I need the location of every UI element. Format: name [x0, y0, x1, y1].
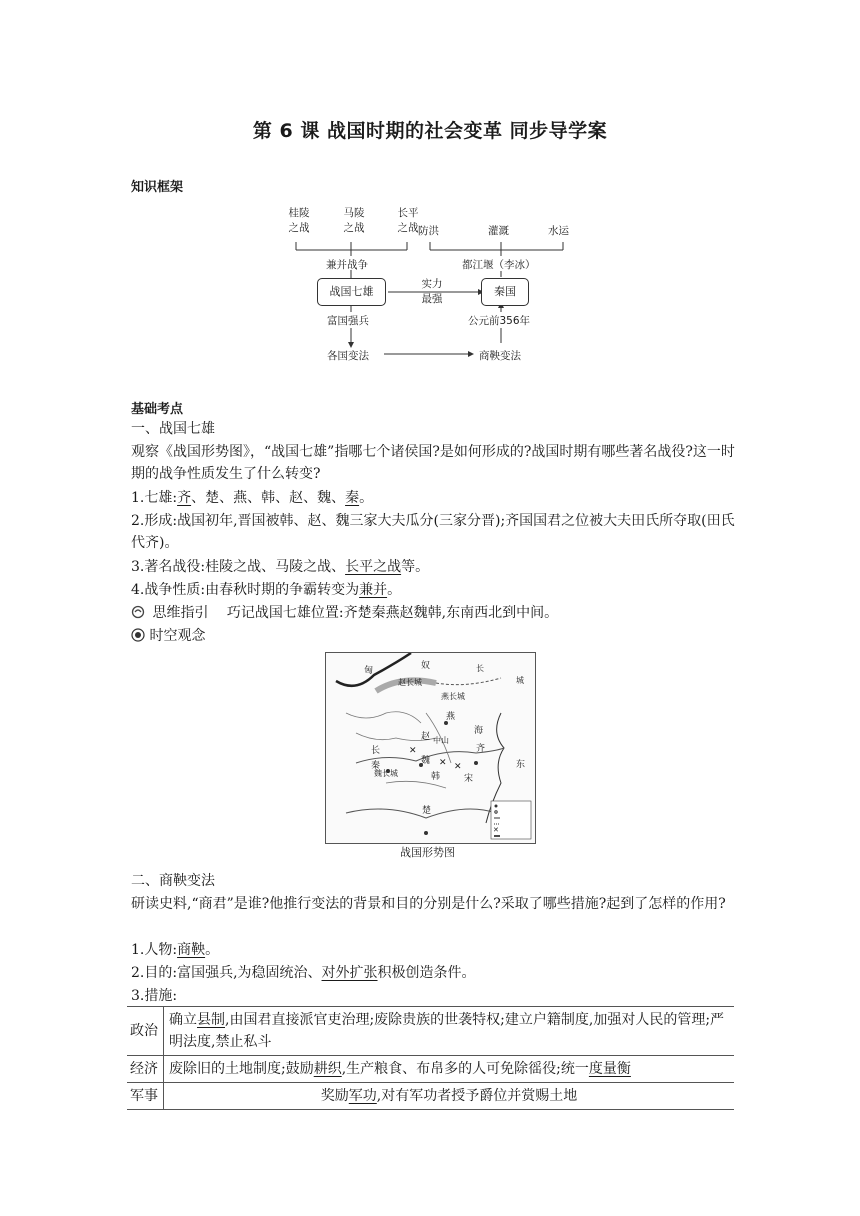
map-label-zhao: 赵 — [421, 732, 431, 742]
year-356: 公元前356年 — [468, 315, 531, 327]
benefit-transport: 水运 — [548, 225, 569, 237]
blank-merit: 军功 — [348, 1088, 377, 1104]
s2-heading: 二、商鞅变法 — [131, 873, 215, 889]
basic-heading: 基础考点 — [131, 402, 184, 417]
map-label-wei: 魏 — [421, 756, 431, 766]
row-value-military: 奖励军功,对有军功者授予爵位并赏赐土地 — [164, 1083, 735, 1110]
blank-qi: 齐 — [177, 490, 192, 506]
battle-changping: 长平 之战 — [397, 207, 419, 234]
map-label-yan-wall: 燕长城 — [441, 692, 465, 701]
svg-text:✕: ✕ — [409, 746, 417, 756]
svg-text:✕: ✕ — [439, 758, 447, 768]
svg-text:✕: ✕ — [493, 826, 499, 834]
annex-war: 兼并战争 — [326, 259, 368, 271]
benefit-irrigation: 灌溉 — [488, 225, 509, 237]
map-label-chu: 楚 — [422, 806, 432, 816]
row-value-politics: 确立县制,由国君直接派官吏治理;废除贵族的世袭特权;建立户籍制度,加强对人民的管理;严明法度,禁止私斗 — [164, 1007, 735, 1056]
map-label-chang: 长 — [476, 664, 484, 673]
seven-states-box: 战国七雄 — [317, 278, 386, 306]
s1-answer-4: 4.战争性质:由春秋时期的争霸转变为兼并。 — [131, 582, 402, 598]
battle-guiling: 桂陵 之战 — [288, 207, 310, 234]
s1-heading: 一、战国七雄 — [131, 421, 215, 437]
thinking-tip: 思维指引 巧记战国七雄位置:齐楚秦燕赵魏韩,东南西北到中间。 — [131, 602, 741, 624]
blank-qin: 秦 — [345, 490, 360, 506]
map-label-zhongshan: 中山 — [433, 736, 449, 745]
map-label-qi: 齐 — [476, 744, 486, 754]
map-label-nu: 奴 — [421, 661, 431, 671]
s2-answer-3: 3.措施: — [131, 988, 178, 1004]
page-title: 第 6 课 战国时期的社会变革 同步导学案 — [252, 120, 608, 142]
blank-changping: 长平之战 — [345, 559, 402, 575]
s1-answer-1: 1.七雄:齐、楚、燕、韩、赵、魏、秦。 — [131, 490, 374, 506]
table-row — [127, 1007, 734, 1056]
blank-expansion: 对外扩张 — [321, 965, 378, 981]
s2-answer-1: 1.人物:商鞅。 — [131, 942, 220, 958]
map-label-dong: 东 — [516, 760, 526, 770]
row-value-economy: 废除旧的土地制度;鼓励耕织,生产粮食、布帛多的人可免除徭役;统一度量衡 — [164, 1056, 735, 1083]
dujiangyan: 都江堰（李冰） — [462, 259, 536, 271]
s1-question: 观察《战国形势图》，“战国七雄”指哪七个诸侯国?是如何形成的?战国时期有哪些著名战役?这一时期的战争性质发生了什么转变? — [131, 444, 735, 482]
row-key-military: 军事 — [127, 1083, 164, 1110]
concept-line: 时空观念 — [131, 625, 741, 647]
qin-box: 秦国 — [481, 278, 529, 306]
map-label-han: 韩 — [431, 772, 441, 782]
shang-reform: 商鞅变法 — [479, 350, 521, 362]
strongest-label: 实力 最强 — [421, 278, 443, 305]
states-reform: 各国变法 — [327, 350, 369, 362]
map-label-xiong: 匈 — [364, 666, 374, 676]
svg-text:✕: ✕ — [454, 762, 462, 772]
table-row — [127, 1083, 734, 1110]
measures-table — [127, 1006, 734, 1110]
blank-farming: 耕织 — [313, 1061, 342, 1077]
map-caption: 战国形势图 — [400, 846, 455, 859]
map-label-qin: 秦 — [371, 761, 381, 771]
row-key-economy: 经济 — [127, 1056, 164, 1083]
warring-states-map — [325, 652, 536, 844]
map-label-chang2: 长 — [371, 746, 381, 756]
map-label-hai: 海 — [474, 726, 484, 736]
benefit-flood: 防洪 — [418, 225, 439, 237]
s2-answer-2: 2.目的:富国强兵,为稳固统治、对外扩张积极创造条件。 — [131, 965, 476, 981]
blank-measures: 度量衡 — [588, 1061, 631, 1077]
target-icon — [131, 628, 145, 642]
s2-question: 研读史料,“商君”是谁?他推行变法的背景和目的分别是什么?采取了哪些措施?起到了怎样的作用? — [131, 896, 726, 912]
battle-maling: 马陵 之战 — [343, 207, 365, 234]
rich-country: 富国强兵 — [327, 315, 369, 327]
row-key-politics: 政治 — [127, 1007, 164, 1056]
map-label-wei-wall: 魏长城 — [374, 769, 398, 778]
s1-answer-2: 2.形成:战国初年,晋国被韩、赵、魏三家大夫瓜分(三家分晋);齐国国君之位被大夫田氏所夺取(田氏代齐)。 — [131, 513, 735, 551]
blank-shangyang: 商鞅 — [177, 942, 206, 958]
blank-annex: 兼并 — [359, 582, 388, 598]
map-label-yan: 燕 — [446, 712, 456, 722]
s1-answer-3: 3.著名战役:桂陵之战、马陵之战、长平之战等。 — [131, 559, 430, 575]
framework-heading: 知识框架 — [131, 180, 184, 195]
map-label-cheng: 城 — [516, 676, 524, 685]
map-label-song: 宋 — [464, 774, 474, 784]
blank-county: 县制 — [197, 1012, 225, 1028]
map-label-zhao-wall: 赵长城 — [398, 678, 422, 687]
thinking-icon — [131, 605, 145, 619]
table-row — [127, 1056, 734, 1083]
